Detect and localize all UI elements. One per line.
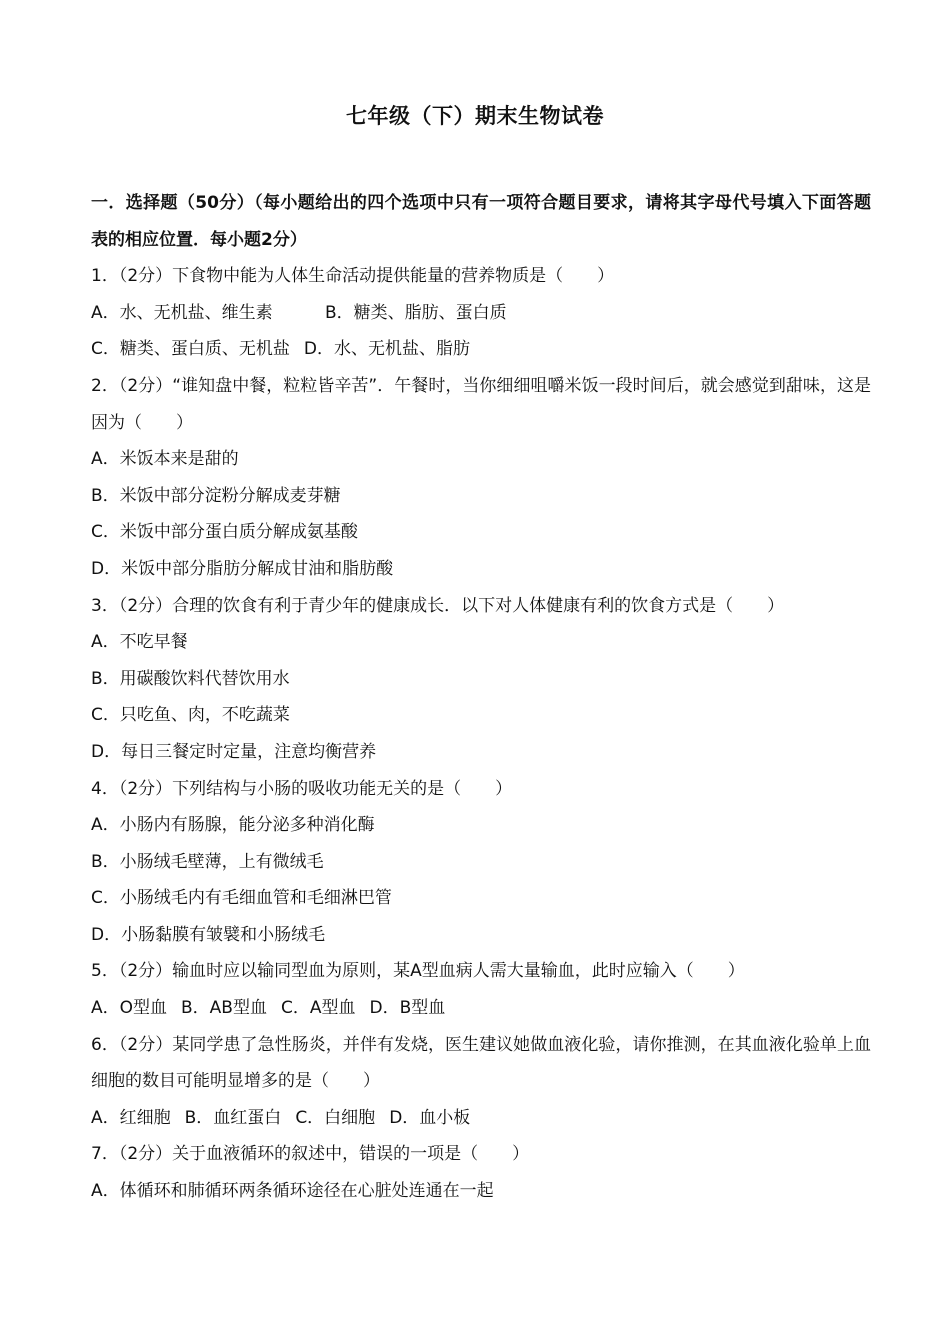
question-4-option-d: D．小肠黏膜有皱襞和小肠绒毛 xyxy=(91,924,326,945)
question-5-option-a: A．O型血 xyxy=(91,998,168,1019)
question-1-option-c: C．糖类、蛋白质、无机盐 xyxy=(91,339,290,360)
question-3-option-d: D．每日三餐定时定量，注意均衡营养 xyxy=(91,741,377,762)
question-5-option-c: C．A型血 xyxy=(280,998,356,1019)
question-3-option-b: B．用碳酸饮料代替饮用水 xyxy=(91,668,290,689)
question-6-options-row xyxy=(91,1100,871,1137)
question-6-option-c: C．白细胞 xyxy=(295,1107,376,1128)
question-5-option-b: B．AB型血 xyxy=(181,998,267,1019)
question-1-stem: 1．（2分）下食物中能为人体生命活动提供能量的营养物质是（ ） xyxy=(91,266,615,287)
question-1-options-row-2 xyxy=(91,331,871,368)
question-5-options-row xyxy=(91,990,871,1027)
question-4-stem: 4．（2分）下列结构与小肠的吸收功能无关的是（ ） xyxy=(91,778,513,799)
section-heading: 一．选择题（50分）（每小题给出的四个选项中只有一项符合题目要求，请将其字母代号填入下面答题表的相应位置．每小题2分） xyxy=(91,193,871,250)
question-6-option-a: A．红细胞 xyxy=(91,1107,171,1128)
question-2-option-a: A．米饭本来是甜的 xyxy=(91,449,239,470)
question-2-stem: 2．（2分）“谁知盘中餐，粒粒皆辛苦”．午餐时，当你细细咀嚼米饭一段时间后，就会感觉到甜味，这是因为（ ） xyxy=(91,375,871,433)
question-1-option-a: A．水、无机盐、维生素 xyxy=(91,302,273,323)
question-4-option-b: B．小肠绒毛壁薄，上有微绒毛 xyxy=(91,851,324,872)
question-2-option-b: B．米饭中部分淀粉分解成麦芽糖 xyxy=(91,485,341,506)
question-5-stem: 5．（2分）输血时应以输同型血为原则，某A型血病人需大量输血，此时应输入（ ） xyxy=(91,961,745,982)
question-3-option-c: C．只吃鱼、肉，不吃蔬菜 xyxy=(91,705,290,726)
question-6-option-b: B．血红蛋白 xyxy=(184,1107,282,1128)
question-7-stem: 7．（2分）关于血液循环的叙述中，错误的一项是（ ） xyxy=(91,1144,530,1165)
question-6-option-d: D．血小板 xyxy=(389,1107,471,1128)
exam-content xyxy=(91,185,871,1210)
question-2-option-c: C．米饭中部分蛋白质分解成氨基酸 xyxy=(91,522,358,543)
question-1-options-row-1 xyxy=(91,295,871,332)
question-6-stem: 6．（2分）某同学患了急性肠炎，并伴有发烧，医生建议她做血液化验，请你推测，在其血液化验单上血细胞的数目可能明显增多的是（ ） xyxy=(91,1034,871,1092)
question-3-option-a: A．不吃早餐 xyxy=(91,632,188,653)
question-3-stem: 3．（2分）合理的饮食有利于青少年的健康成长．以下对人体健康有利的饮食方式是（ ） xyxy=(91,595,785,616)
question-1-option-b: B．糖类、脂肪、蛋白质 xyxy=(325,302,507,323)
page-title: 七年级（下）期末生物试卷 xyxy=(346,104,604,128)
question-2-option-d: D．米饭中部分脂肪分解成甘油和脂肪酸 xyxy=(91,558,394,579)
question-7-option-a: A．体循环和肺循环两条循环途径在心脏处连通在一起 xyxy=(91,1181,494,1202)
question-4-option-c: C．小肠绒毛内有毛细血管和毛细淋巴管 xyxy=(91,888,392,909)
question-4-option-a: A．小肠内有肠腺，能分泌多种消化酶 xyxy=(91,815,375,836)
question-1-option-d: D．水、无机盐、脂肪 xyxy=(303,339,470,360)
question-5-option-d: D．B型血 xyxy=(369,998,446,1019)
